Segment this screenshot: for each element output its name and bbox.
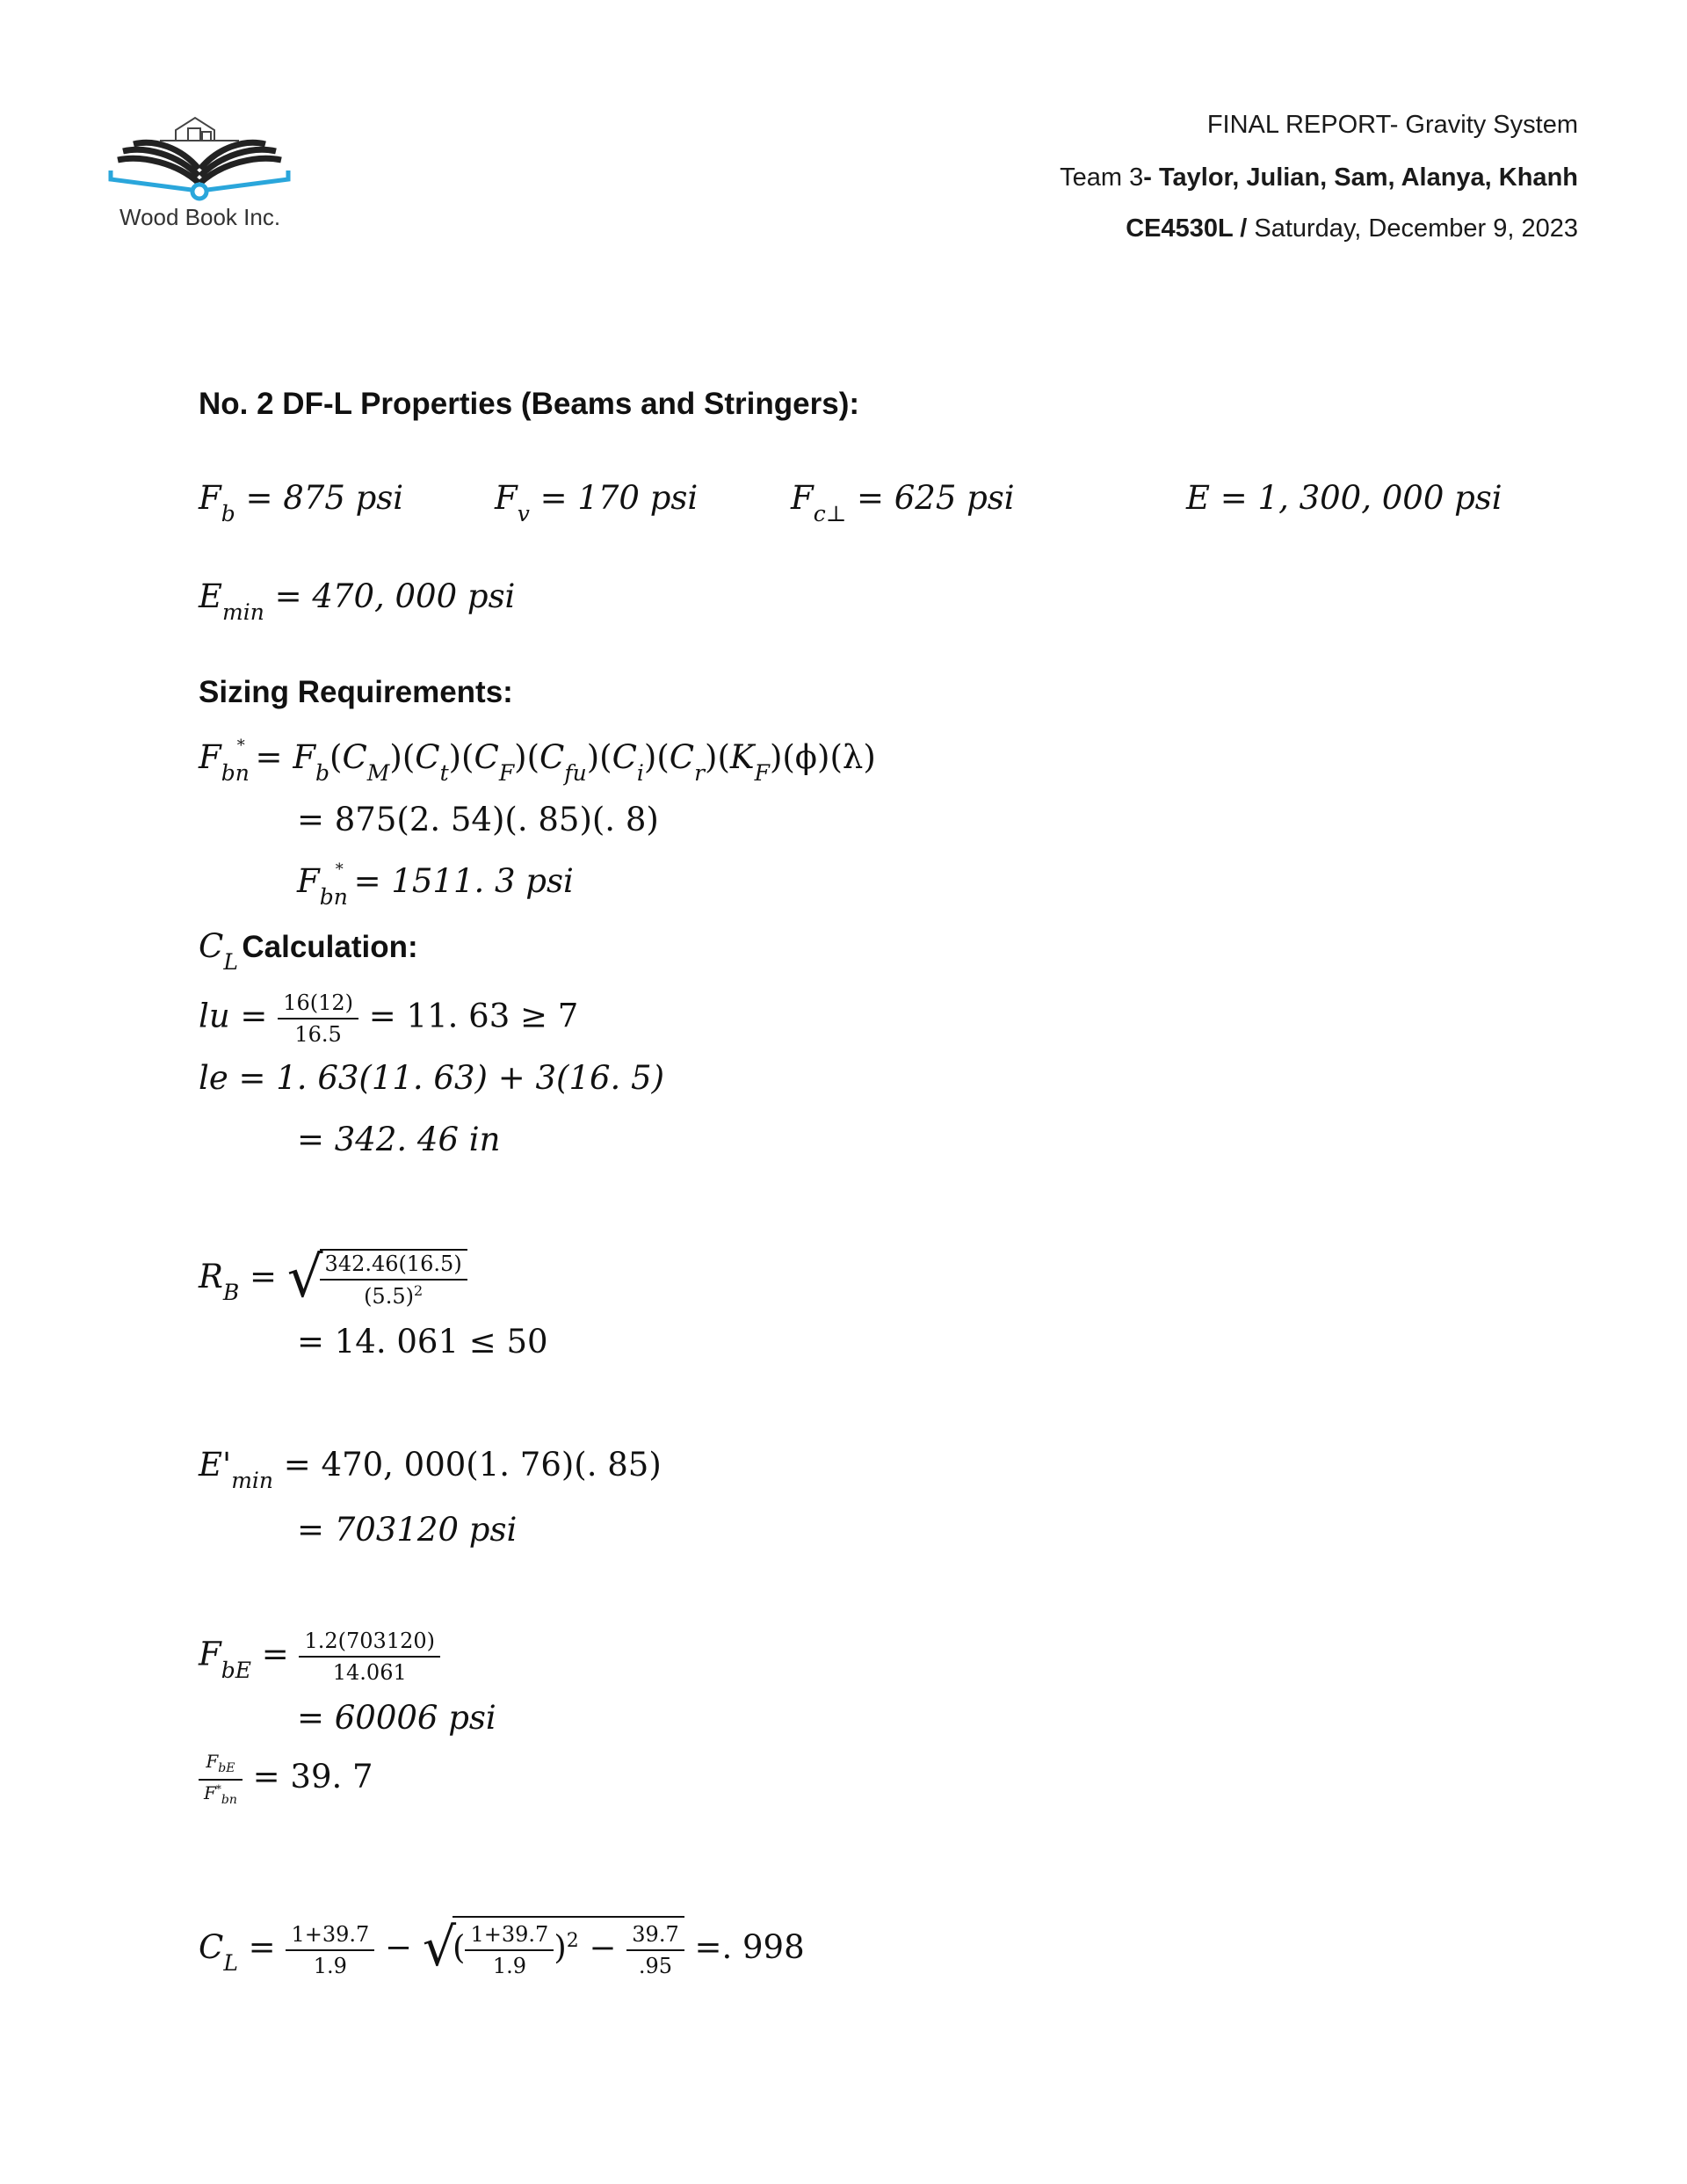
fb-value: $F_b = 875$ psi bbox=[199, 479, 404, 526]
emin-prime-text: = 470, 000(1. 76)(. 85) bbox=[283, 1446, 662, 1484]
team-members: - Taylor, Julian, Sam, Alanya, Khanh bbox=[1143, 163, 1578, 192]
cl-heading-text: Calculation: bbox=[242, 930, 418, 964]
fb-text: = 875 psi bbox=[245, 479, 404, 517]
lu-result: = 11. 63 ≥ 7 bbox=[368, 997, 579, 1035]
rb-result: = 14. 061 ≤ 50 bbox=[297, 1323, 548, 1360]
sizing-heading: Sizing Requirements: bbox=[199, 675, 513, 709]
lu-equation: lu = $\frac{16(12)}{16.5}$ = 11. 63 ≥ 7 bbox=[199, 990, 579, 1047]
fbn-result-text: = 1511. 3 psi bbox=[353, 862, 574, 900]
fbn-result: $F_{bn}^* = 1511$. 3 psi bbox=[297, 860, 574, 910]
rb-equation: $R_B$ = √ $\frac{342.46(16.5)}{(5.5)^2}$ bbox=[199, 1241, 467, 1310]
emin-value: $E_{min} = 470$, 000 psi bbox=[199, 577, 516, 625]
course-code: CE4530L / bbox=[1126, 214, 1248, 243]
fv-text: = 170 psi bbox=[539, 479, 699, 517]
cl-equation: $C_L$ = $\frac{1+39.7}{1.9}$ − √( $\frac{1+39.7}{1.9}$ )$^2$ − $\frac{39.7}{.95}$ =. 998 bbox=[199, 1917, 805, 1978]
fbe-equation: $F_{bE}$ = $\frac{1.2(703120)}{14.061}$ bbox=[199, 1628, 440, 1686]
cl-heading: $C_L$ Calculation: bbox=[199, 927, 418, 975]
properties-heading: No. 2 DF-L Properties (Beams and Stringers): bbox=[199, 387, 860, 421]
le-equation: le = 1. 63(11. 63) + 3(16. 5) bbox=[199, 1059, 665, 1097]
fc-perp-value: $F_{c\perp} = 625$ psi bbox=[791, 479, 1015, 526]
e-value: E = 1, 300, 000 psi bbox=[1186, 479, 1502, 517]
fv-value: $F_v = 170$ psi bbox=[495, 479, 699, 526]
company-logo bbox=[107, 105, 292, 237]
emin-text: = 470, 000 psi bbox=[274, 577, 516, 615]
open-book-house-icon bbox=[107, 105, 292, 202]
fbe-result: = 60006 psi bbox=[297, 1699, 496, 1737]
fc-text: = 625 psi bbox=[856, 479, 1015, 517]
emin-prime-equation: $E'_{min} = 470$, 000(1. 76)(. 85) bbox=[199, 1446, 662, 1493]
report-title: FINAL REPORT- Gravity System bbox=[1206, 111, 1578, 139]
emin-prime-result: = 703120 psi bbox=[297, 1511, 518, 1549]
cl-result: =. 998 bbox=[694, 1928, 805, 1966]
report-date: Saturday, December 9, 2023 bbox=[1247, 214, 1578, 243]
team-label: Team 3 bbox=[1060, 163, 1144, 192]
team-line bbox=[1060, 163, 1578, 192]
ratio-result: = 39. 7 bbox=[252, 1758, 373, 1796]
fbn-substitution: = 875(2. 54)(. 85)(. 8) bbox=[297, 801, 659, 838]
ratio-equation: $\frac{F_{bE}}{F^*_{bn}}$ = 39. 7 bbox=[199, 1751, 373, 1808]
company-name: Wood Book Inc. bbox=[119, 204, 281, 230]
course-date-line bbox=[1126, 214, 1578, 243]
fbn-formula: $F_{bn}^* = F_b(C_M)(C_t)(C_F)(C_{fu})(C_i)(C_r)(K_F)(\phi)(\lambda)$ bbox=[199, 736, 876, 786]
le-result: = 342. 46 in bbox=[297, 1121, 501, 1158]
